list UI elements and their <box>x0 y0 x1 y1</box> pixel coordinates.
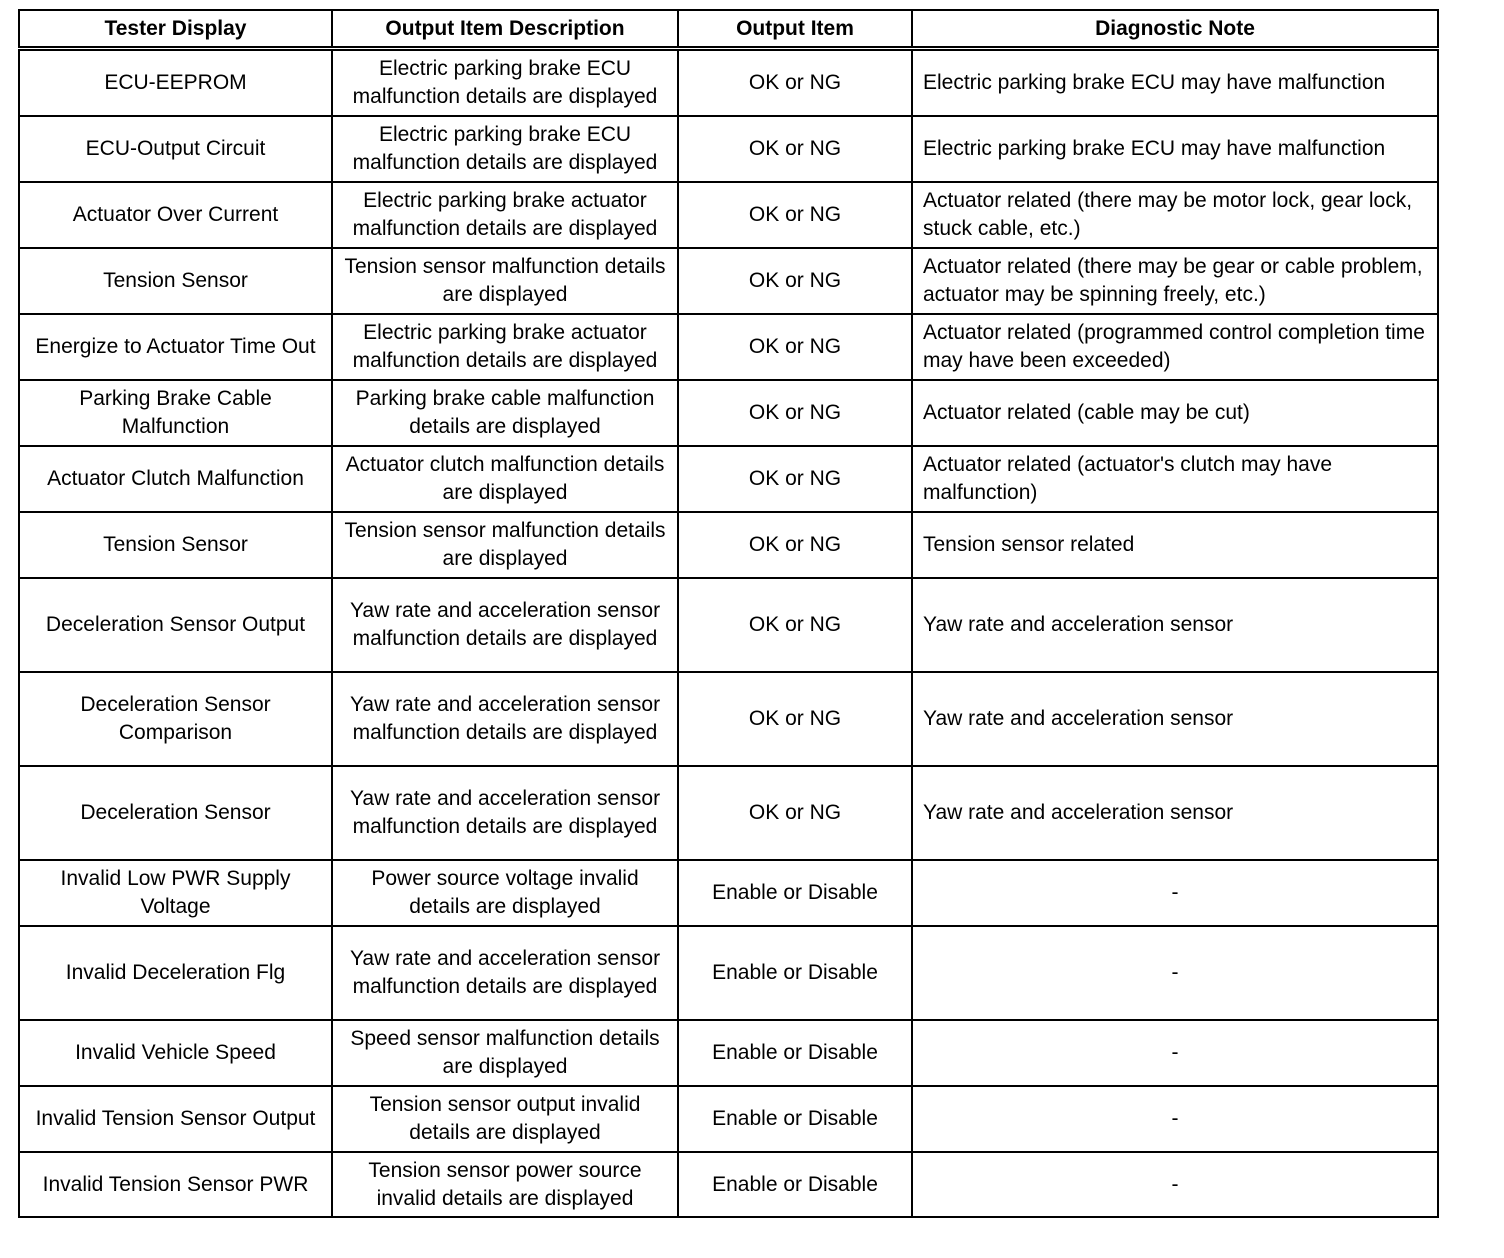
cell-tester-display: Tension Sensor <box>19 248 332 314</box>
cell-output-item: Enable or Disable <box>678 1152 912 1217</box>
cell-output-item: Enable or Disable <box>678 860 912 926</box>
cell-tester-display: Invalid Vehicle Speed <box>19 1020 332 1086</box>
table-row <box>19 446 1438 512</box>
cell-output-item-description: Yaw rate and acceleration sensor malfunction details are displayed <box>332 926 678 1020</box>
cell-tester-display: ECU-EEPROM <box>19 49 332 117</box>
table-row <box>19 766 1438 860</box>
cell-tester-display: Invalid Low PWR Supply Voltage <box>19 860 332 926</box>
table-row <box>19 860 1438 926</box>
cell-diagnostic-note: - <box>912 926 1438 1020</box>
cell-output-item: OK or NG <box>678 672 912 766</box>
cell-diagnostic-note: Tension sensor related <box>912 512 1438 578</box>
table-row <box>19 1086 1438 1152</box>
cell-output-item: OK or NG <box>678 248 912 314</box>
cell-diagnostic-note: Yaw rate and acceleration sensor <box>912 578 1438 672</box>
header-diagnostic-note: Diagnostic Note <box>912 10 1438 49</box>
cell-tester-display: Deceleration Sensor Output <box>19 578 332 672</box>
cell-tester-display: Invalid Deceleration Flg <box>19 926 332 1020</box>
cell-tester-display: Tension Sensor <box>19 512 332 578</box>
cell-tester-display: Invalid Tension Sensor PWR <box>19 1152 332 1217</box>
cell-output-item-description: Tension sensor malfunction details are displayed <box>332 512 678 578</box>
cell-diagnostic-note: Actuator related (actuator's clutch may have malfunction) <box>912 446 1438 512</box>
table-row <box>19 380 1438 446</box>
cell-output-item: Enable or Disable <box>678 1020 912 1086</box>
table-row <box>19 672 1438 766</box>
cell-output-item-description: Electric parking brake actuator malfunction details are displayed <box>332 182 678 248</box>
table-header-row <box>19 10 1438 49</box>
cell-diagnostic-note: Actuator related (programmed control completion time may have been exceeded) <box>912 314 1438 380</box>
cell-diagnostic-note: - <box>912 1020 1438 1086</box>
header-output-item-description: Output Item Description <box>332 10 678 49</box>
cell-diagnostic-note: - <box>912 1086 1438 1152</box>
cell-tester-display: Deceleration Sensor <box>19 766 332 860</box>
cell-tester-display: Deceleration Sensor Comparison <box>19 672 332 766</box>
cell-output-item-description: Power source voltage invalid details are displayed <box>332 860 678 926</box>
cell-output-item-description: Yaw rate and acceleration sensor malfunction details are displayed <box>332 672 678 766</box>
table-row <box>19 512 1438 578</box>
cell-output-item: Enable or Disable <box>678 926 912 1020</box>
table-row <box>19 116 1438 182</box>
header-output-item: Output Item <box>678 10 912 49</box>
cell-tester-display: Actuator Over Current <box>19 182 332 248</box>
table-row <box>19 1152 1438 1217</box>
cell-diagnostic-note: - <box>912 1152 1438 1217</box>
cell-output-item: OK or NG <box>678 314 912 380</box>
cell-diagnostic-note: - <box>912 860 1438 926</box>
cell-output-item: OK or NG <box>678 380 912 446</box>
cell-tester-display: ECU-Output Circuit <box>19 116 332 182</box>
cell-output-item-description: Parking brake cable malfunction details are displayed <box>332 380 678 446</box>
cell-diagnostic-note: Electric parking brake ECU may have malfunction <box>912 49 1438 117</box>
cell-diagnostic-note: Actuator related (cable may be cut) <box>912 380 1438 446</box>
cell-output-item: OK or NG <box>678 116 912 182</box>
cell-diagnostic-note: Actuator related (there may be motor lock, gear lock, stuck cable, etc.) <box>912 182 1438 248</box>
table-row <box>19 49 1438 117</box>
table-row <box>19 1020 1438 1086</box>
cell-output-item: Enable or Disable <box>678 1086 912 1152</box>
cell-tester-display: Energize to Actuator Time Out <box>19 314 332 380</box>
diagnostic-table <box>18 9 1439 1218</box>
cell-output-item-description: Speed sensor malfunction details are displayed <box>332 1020 678 1086</box>
cell-tester-display: Invalid Tension Sensor Output <box>19 1086 332 1152</box>
cell-diagnostic-note: Electric parking brake ECU may have malfunction <box>912 116 1438 182</box>
cell-output-item: OK or NG <box>678 446 912 512</box>
table-row <box>19 182 1438 248</box>
cell-output-item-description: Yaw rate and acceleration sensor malfunction details are displayed <box>332 766 678 860</box>
table-row <box>19 578 1438 672</box>
cell-output-item-description: Tension sensor power source invalid details are displayed <box>332 1152 678 1217</box>
cell-tester-display: Parking Brake Cable Malfunction <box>19 380 332 446</box>
cell-output-item: OK or NG <box>678 578 912 672</box>
cell-output-item: OK or NG <box>678 766 912 860</box>
cell-output-item-description: Electric parking brake ECU malfunction details are displayed <box>332 116 678 182</box>
cell-diagnostic-note: Yaw rate and acceleration sensor <box>912 766 1438 860</box>
cell-output-item: OK or NG <box>678 182 912 248</box>
cell-output-item: OK or NG <box>678 512 912 578</box>
cell-output-item: OK or NG <box>678 49 912 117</box>
table-row <box>19 314 1438 380</box>
table-row <box>19 248 1438 314</box>
cell-output-item-description: Tension sensor malfunction details are displayed <box>332 248 678 314</box>
cell-output-item-description: Actuator clutch malfunction details are displayed <box>332 446 678 512</box>
cell-output-item-description: Electric parking brake ECU malfunction details are displayed <box>332 49 678 117</box>
header-tester-display: Tester Display <box>19 10 332 49</box>
cell-tester-display: Actuator Clutch Malfunction <box>19 446 332 512</box>
cell-output-item-description: Tension sensor output invalid details are displayed <box>332 1086 678 1152</box>
table-row <box>19 926 1438 1020</box>
cell-diagnostic-note: Actuator related (there may be gear or cable problem, actuator may be spinning freely, etc.) <box>912 248 1438 314</box>
cell-output-item-description: Electric parking brake actuator malfunction details are displayed <box>332 314 678 380</box>
cell-diagnostic-note: Yaw rate and acceleration sensor <box>912 672 1438 766</box>
cell-output-item-description: Yaw rate and acceleration sensor malfunction details are displayed <box>332 578 678 672</box>
